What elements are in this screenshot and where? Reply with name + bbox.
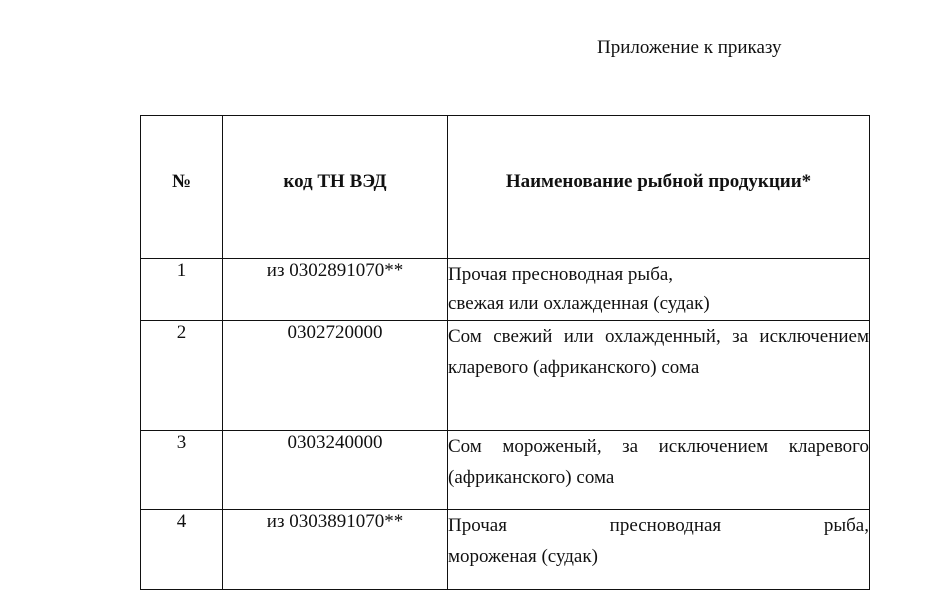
header-name: Наименование рыбной продукции* [448, 116, 870, 259]
row-code: из 0302891070** [223, 259, 448, 321]
row-number: 3 [141, 431, 223, 510]
row-name-line: мороженая (судак) [448, 546, 598, 567]
row-number: 1 [141, 259, 223, 321]
row-name-text: Сом свежий или охлажденный, за исключением кларевого (африканского) сома [448, 326, 869, 378]
table-header-row [141, 116, 870, 259]
row-name-text: Сом мороженый, за исключением кларевого (африканского) сома [448, 436, 869, 488]
row-name-line: свежая или охлажденная (судак) [448, 293, 710, 314]
row-code: из 0303891070** [223, 510, 448, 590]
row-name-line: Прочая пресноводная рыба, [448, 264, 674, 285]
row-name [448, 431, 870, 510]
table-row [141, 431, 870, 510]
table-row [141, 259, 870, 321]
header-code: код ТН ВЭД [223, 116, 448, 259]
appendix-title: Приложение к приказу [597, 37, 782, 58]
row-number: 4 [141, 510, 223, 590]
row-code: 0302720000 [223, 321, 448, 431]
row-number: 2 [141, 321, 223, 431]
row-name [448, 510, 870, 590]
table-row [141, 321, 870, 431]
row-name [448, 259, 870, 321]
table-row [141, 510, 870, 590]
row-name-line: Прочая пресноводная рыба, [448, 515, 869, 536]
row-name [448, 321, 870, 431]
fish-products-table [140, 115, 870, 590]
row-code: 0303240000 [223, 431, 448, 510]
header-number: № [141, 116, 223, 259]
